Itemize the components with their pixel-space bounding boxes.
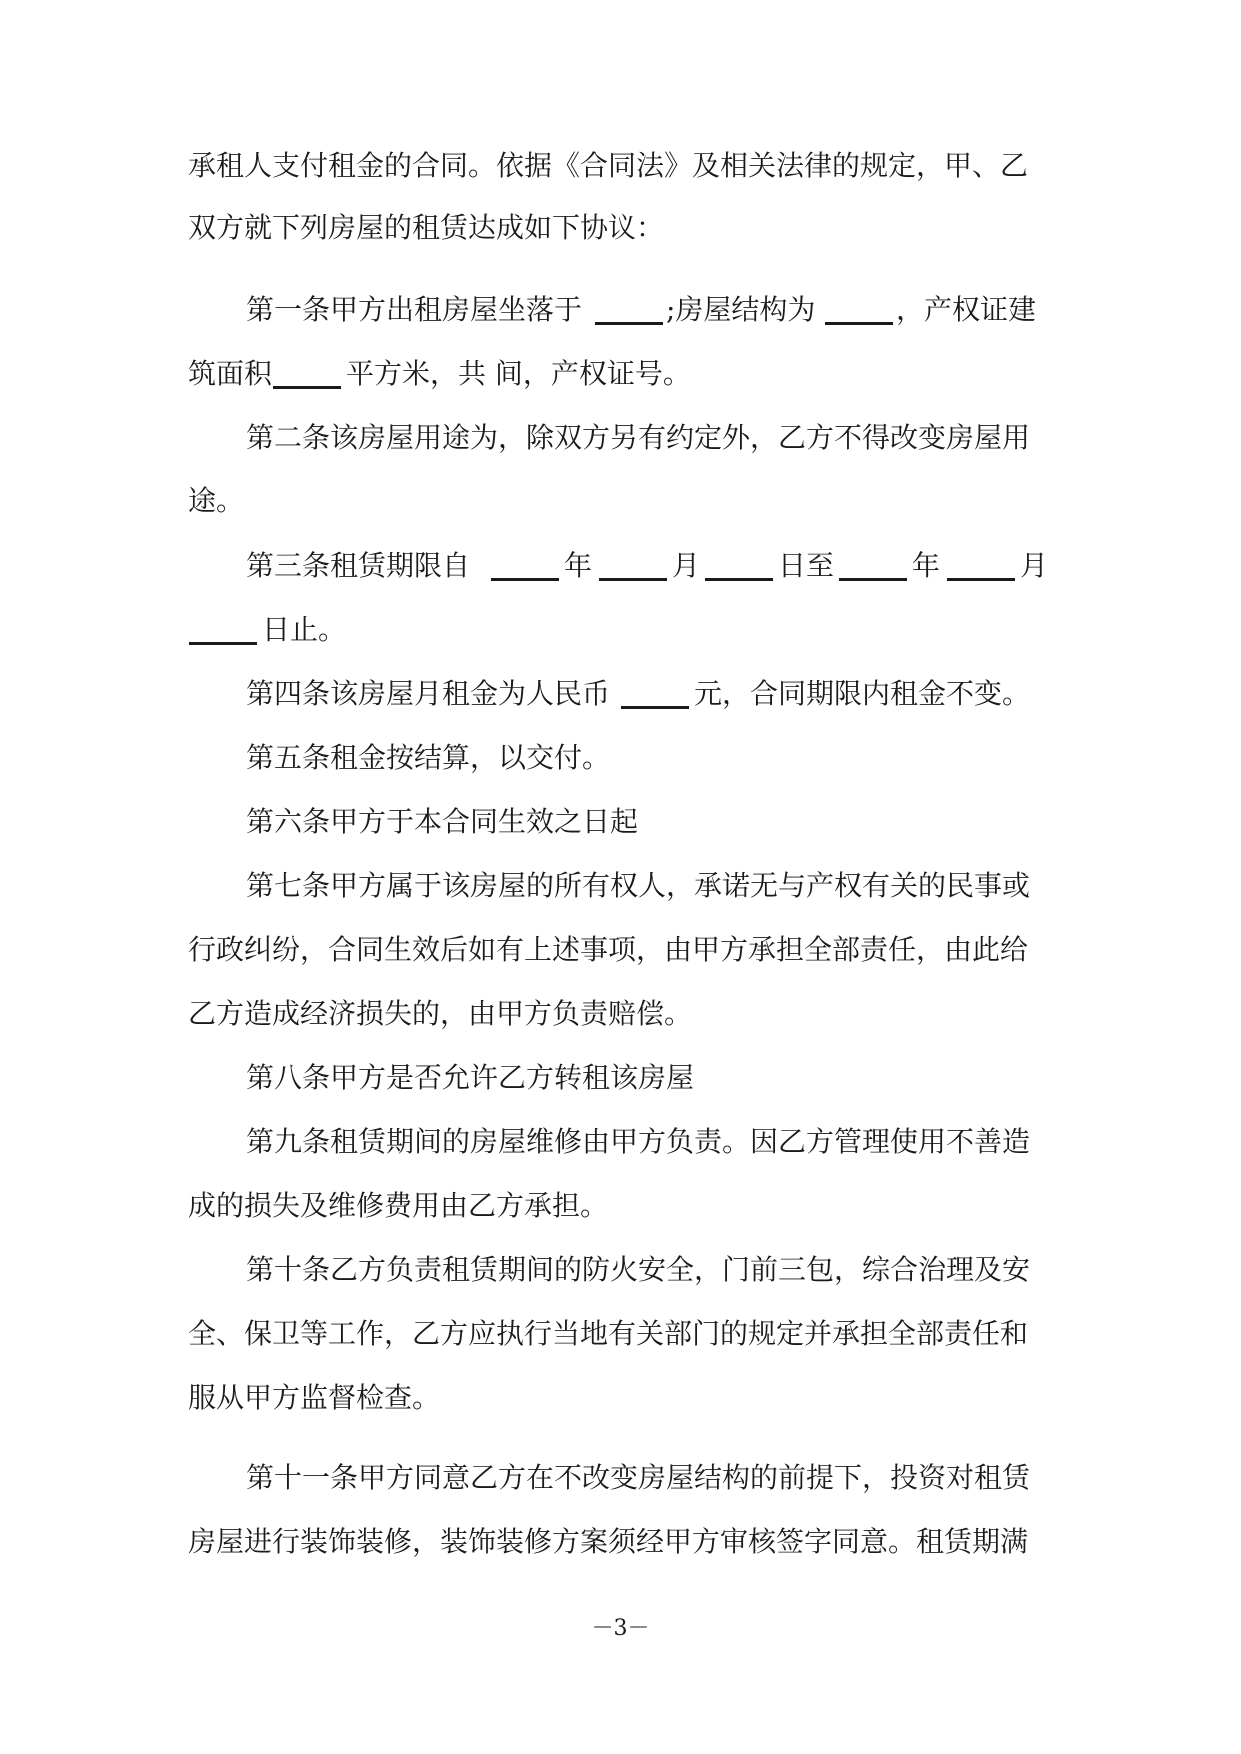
text-segment: 途。	[188, 484, 245, 517]
text-segment: 第九条租赁期间的房屋维修由甲方负责。因乙方管理使用不善造	[246, 1125, 1031, 1158]
text-line	[0, 481, 1241, 521]
text-segment: 第十条乙方负责租赁期间的防火安全，门前三包，综合治理及安	[246, 1253, 1031, 1286]
text-line	[0, 146, 1241, 186]
fill-in-blank[interactable]	[705, 548, 773, 581]
text-line	[0, 1186, 1241, 1226]
fill-in-blank[interactable]	[599, 548, 667, 581]
text-line	[0, 418, 1241, 458]
text-line	[0, 1522, 1241, 1562]
text-segment: 月	[672, 549, 701, 582]
fill-in-blank[interactable]	[839, 548, 907, 581]
text-line	[0, 546, 1241, 586]
text-line	[0, 1058, 1241, 1098]
text-segment: 日止。	[262, 613, 347, 646]
text-line	[0, 930, 1241, 970]
text-segment: 平方米，共 间，产权证号。	[346, 357, 691, 390]
text-segment: ，产权证建	[896, 293, 1037, 326]
fill-in-blank[interactable]	[621, 676, 689, 709]
text-segment: 第四条该房屋月租金为人民币	[246, 677, 611, 710]
text-line	[0, 208, 1241, 248]
text-line	[0, 1378, 1241, 1418]
text-line	[0, 738, 1241, 778]
text-segment: 双方就下列房屋的租赁达成如下协议：	[188, 211, 665, 244]
text-segment: 第二条该房屋用途为，除双方另有约定外，乙方不得改变房屋用	[246, 421, 1031, 454]
text-line	[0, 994, 1241, 1034]
fill-in-blank[interactable]	[947, 548, 1015, 581]
text-segment: 第八条甲方是否允许乙方转租该房屋	[246, 1061, 695, 1094]
text-segment: 全、保卫等工作，乙方应执行当地有关部门的规定并承担全部责任和	[188, 1317, 1029, 1350]
text-segment: 筑面积	[188, 357, 273, 390]
text-line	[0, 610, 1241, 650]
text-line	[0, 1314, 1241, 1354]
text-segment: 日至	[778, 549, 835, 582]
text-line	[0, 674, 1241, 714]
text-segment: 元，合同期限内租金不变。	[694, 677, 1031, 710]
fill-in-blank[interactable]	[491, 548, 559, 581]
text-line	[0, 866, 1241, 906]
text-line	[0, 290, 1241, 330]
text-segment: ;房屋结构为	[666, 293, 816, 326]
text-line	[0, 1122, 1241, 1162]
text-segment: 第七条甲方属于该房屋的所有权人，承诺无与产权有关的民事或	[246, 869, 1031, 902]
text-line	[0, 354, 1241, 394]
fill-in-blank[interactable]	[825, 292, 893, 325]
text-line	[0, 1250, 1241, 1290]
fill-in-blank[interactable]	[189, 612, 257, 645]
fill-in-blank[interactable]	[595, 292, 663, 325]
text-line	[0, 1458, 1241, 1498]
text-segment: 房屋进行装饰装修，装饰装修方案须经甲方审核签字同意。租赁期满	[188, 1525, 1029, 1558]
text-segment: 服从甲方监督检查。	[188, 1381, 441, 1414]
text-line	[0, 802, 1241, 842]
text-segment: 年	[912, 549, 941, 582]
fill-in-blank[interactable]	[273, 356, 341, 389]
text-segment: 成的损失及维修费用由乙方承担。	[188, 1189, 609, 1222]
text-segment: 承租人支付租金的合同。依据《合同法》及相关法律的规定，甲、乙	[188, 149, 1029, 182]
text-segment: 第十一条甲方同意乙方在不改变房屋结构的前提下，投资对租赁	[246, 1461, 1031, 1494]
text-segment: 乙方造成经济损失的，由甲方负责赔偿。	[188, 997, 693, 1030]
text-segment: 第一条甲方出租房屋坐落于	[246, 293, 583, 326]
text-segment: 月	[1020, 549, 1049, 582]
page-number: －3－	[591, 1616, 650, 1641]
text-segment: 第六条甲方于本合同生效之日起	[246, 805, 639, 838]
text-segment: 年	[564, 549, 593, 582]
text-segment: 行政纠纷，合同生效后如有上述事项，由甲方承担全部责任，由此给	[188, 933, 1029, 966]
text-segment: 第五条租金按结算，以交付。	[246, 741, 611, 774]
text-segment: 第三条租赁期限自	[246, 549, 471, 582]
